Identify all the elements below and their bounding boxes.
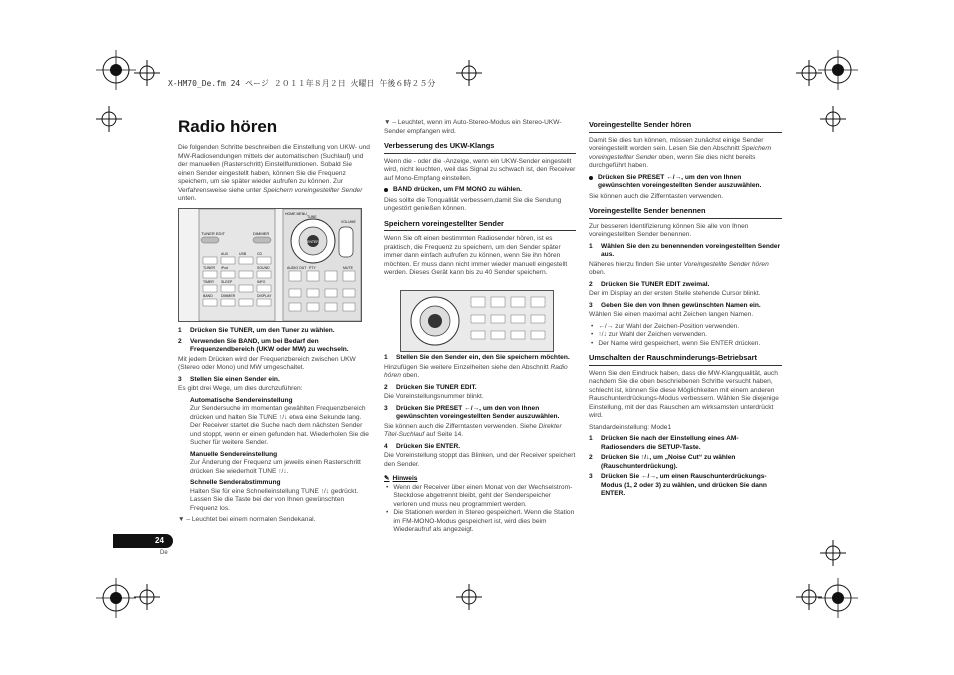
hint-icon: ✎	[384, 475, 390, 482]
remote-control-diagram	[179, 209, 361, 321]
direct-search-link[interactable]: Direkter Titel-Suchlauf	[384, 422, 562, 438]
registration-mark-bottom-left	[96, 578, 136, 618]
radio-hoeren-link[interactable]: Radio hören	[384, 363, 568, 379]
store-presets-body: Wenn Sie oft einen bestimmten Radiosender hören, ist es praktisch, die Frequenz zu speichern, um den Sender später immer dann einfach aufrufen zu können, wenn Sie ihn hören möchten. Er muss dann nicht immer wieder manuell eingestellt werden. Dieses Gerät kann bis zu 40 Sender speichern.	[384, 235, 568, 276]
crosshair-mark	[134, 584, 160, 610]
name-item: • ←/→ zur Wahl der Zeichen-Position verwenden.	[591, 322, 740, 330]
auto-tuning-body: Zur Sendersuche im momentan gewählten Frequenzbereich drücken und halten Sie TUNE ↑/↓ etwa eine Sekunde lang. Der Receiver startet die Suche nach dem nächsten Sender und stoppt, wenn er einen gefunden hat. Wiederholen Sie die Sucher für weitere Sender.	[190, 405, 369, 446]
antenna-icon: ▼	[178, 516, 185, 523]
btn-label: USB	[239, 252, 247, 256]
intro-link[interactable]: Speichern voreingestellter Sender	[263, 186, 363, 194]
btn-label: HOME MENU	[285, 212, 307, 216]
btn-label: TUNE	[307, 215, 317, 219]
crosshair-mark	[456, 60, 482, 86]
tuned-indicator-note: ▼ – Leuchtet bei einem normalen Sendekanal.	[178, 516, 316, 523]
fm-sound-result: Dies sollte die Tonqualität verbessern,damit Sie die Sendung ungestört genießen können.	[384, 196, 562, 212]
btn-label: CD	[257, 252, 263, 256]
step-3: 3 Drücken Sie ←/→, um einen Rauschunterdrückungs-Modus (1, 2 oder 3) zu wählen, und drücken Sie dann ENTER.	[589, 473, 767, 497]
column-1-steps	[178, 325, 370, 528]
auto-tuning-heading: Automatische Sendereinstellung	[190, 396, 293, 404]
column-1: Die folgenden Schritte beschreiben die Einstellung von UKW- und MW-Radiosendungen mittels der automatischen (Suchlauf) und der manuellen (Rasterschritt) Einstellfunktionen. Sobald Sie einen Sender eingestellt haben, können Sie die Frequenz speichern, um sie später wieder aufrufen zu können. Zur Verfahrensweise siehe unter Speichern voreingestellter Sender unten.	[178, 144, 370, 202]
step-2: 2 Drücken Sie ↑/↓, um „Noise Cut“ zu wählen (Rauschunterdrückung).	[589, 454, 736, 470]
btn-label: ENTER	[307, 240, 319, 244]
hint-heading: ✎ Hinweis	[384, 475, 418, 482]
intro-text: Die folgenden Schritte beschreiben die Einstellung von UKW- und MW-Radiosendungen mittels der automatischen (Suchlauf) und der manuellen (Rasterschritt) Einstellfunktionen. Sobald Sie einen Sender eingestellt haben, können Sie die Frequenz speichern, um sie später wieder aufrufen zu können. Zur Verfahrensweise siehe unter	[178, 144, 370, 194]
fast-tuning-body: Halten Sie für eine Schnelleinstellung TUNE ↑/↓ gedrückt. Lassen Sie die Taste bei der von Ihnen gewünschten Frequenz los.	[190, 487, 359, 512]
btn-label: TIMER	[203, 280, 214, 284]
crosshair-mark	[820, 106, 846, 132]
page-number: 24	[155, 536, 164, 545]
hint-item: • Wenn der Receiver über einen Monat von der Wechselstrom-Steckdose abgetrennt bleibt, geht der Senderspeicher verloren und muss neu programmiert werden.	[386, 483, 573, 508]
stereo-indicator-note: ▼ – Leuchtet, wenn im Auto-Stereo-Modus ein Stereo-UKW-Sender empfangen wird.	[384, 119, 562, 135]
step-4: 4 Drücken Sie ENTER.	[384, 442, 461, 450]
section-heading-name-presets: Voreingestellte Sender benennen	[589, 207, 782, 219]
btn-label: SLEEP	[221, 280, 233, 284]
btn-label: MUTE	[343, 266, 353, 270]
name-item: • Der Name wird gespeichert, wenn Sie ENTER drücken.	[591, 339, 761, 347]
step-2: 2 Verwenden Sie BAND, um bei Bedarf den Frequenzendbereich (UKW oder MW) zu wechseln.	[178, 337, 349, 353]
column-2-steps: 1 Stellen Sie den Sender ein, den Sie speichern möchten. Hinzufügen Sie weitere Einzelheiten siehe den Abschnitt Radio hören oben. 2 Drücken Sie TUNER EDIT. Die Voreinstellungsnummer blinkt. 3 Drücken Sie PRESET ←/→, um den von Ihnen gewünschten voreingestellten Sender auszuwählen. Sie können auch die Zifferntasten verwenden. Siehe Direkter Titel-Suchlauf auf Seite 14. 4 Drücken Sie ENTER. Die Voreinstellung stoppt das Blinken, und der Receiver speichert den Sender. ✎ Hinweis • Wenn der Receiver über einen Monat von der Wechselstrom-Steckdose abgetrennt bleibt, geht der Senderspeicher verloren und muss neu programmiert werden. • Die Stationen werden in Stereo gespeichert. Wenn die Station im FM-MONO-Modus gespeichert ist, wird dies beim Wiederaufruf als angezeigt.	[384, 354, 576, 533]
bullet-preset-select: Drücken Sie PRESET ←/→, um den von Ihnen gewünschten voreingestellten Sender auszuwählen.	[589, 174, 782, 191]
crosshair-mark	[134, 60, 160, 86]
language-code: De	[160, 550, 168, 556]
btn-label: TUNER	[203, 266, 216, 270]
remote-illustration-1	[178, 208, 362, 322]
btn-label: iPod	[221, 266, 229, 270]
section-heading-fm-sound: Verbesserung des UKW-Klangs	[384, 142, 576, 154]
registration-mark-top-right	[818, 50, 858, 90]
step-1: 1 Wählen Sie den zu benennenden voreingestellten Sender aus.	[589, 242, 781, 258]
btn-label: PTY	[309, 266, 316, 270]
crosshair-mark	[456, 584, 482, 610]
step-3: 3 Drücken Sie PRESET ←/→, um den von Ihnen gewünschten voreingestellten Sender auszuwählen.	[384, 404, 560, 420]
remote-label-dimmer: DIMMER	[253, 231, 270, 236]
page-title: Radio hören	[178, 117, 278, 136]
step-1: 1 Drücken Sie TUNER, um den Tuner zu wählen.	[178, 327, 335, 334]
store-presets-link[interactable]: Speichern voreingestellter Sender	[589, 145, 772, 161]
step-3-body: Es gibt drei Wege, um dies durchzuführen:	[178, 385, 303, 392]
step-2: 2 Drücken Sie TUNER EDIT.	[384, 383, 477, 391]
btn-label: INFO	[257, 280, 266, 284]
manual-tuning-body: Zur Änderung der Frequenz um jeweils einen Rasterschritt drücken Sie wiederholt TUNE ↑/↓.	[190, 459, 361, 475]
listen-presets-link[interactable]: Voreingestellte Sender hören	[683, 260, 769, 268]
crosshair-mark	[96, 106, 122, 132]
section-heading-store-presets: Speichern voreingestellter Sender	[384, 220, 576, 232]
remote-label-tuner-edit: TUNER EDIT	[201, 231, 225, 236]
step-3: 3 Stellen Sie einen Sender ein.	[178, 375, 280, 383]
fm-sound-body: Wenn die - oder die -Anzeige, wenn ein UKW-Sender eingestellt wird, nicht leuchten, weil das Signal zu schwach ist, den Receiver auf Mono-Empfang einstellen.	[384, 157, 576, 182]
bullet-band-mono: BAND drücken, um FM MONO zu wählen.	[384, 186, 576, 195]
column-2	[384, 119, 576, 281]
step-2-body: Mit jedem Drücken wird der Frequenzbereich zwischen UKW (Stereo oder Mono) und MW umgeschaltet.	[178, 355, 356, 371]
running-header: X-HM70_De.fm 24 ページ ２０１１年８月２日 火曜日 午後６時２５分	[168, 79, 436, 88]
step-2: 2 Drücken Sie TUNER EDIT zweimal.	[589, 280, 710, 288]
btn-label: AUX	[221, 252, 229, 256]
manual-tuning-heading: Manuelle Sendereinstellung	[190, 450, 278, 458]
column-3: Voreingestellte Sender hören Damit Sie dies tun können, müssen zunächst einige Sender voreingestellt worden sein. Lesen Sie den Abschnitt Speichern voreingestellter Sender oben, wenn Sie dies nicht bereits durchgeführt haben. Drücken Sie PRESET ←/→, um den von Ihnen gewünschten voreingestellten Sender auszuwählen. Sie können auch die Zifferntasten verwenden. Voreingestellte Sender benennen Zur besseren Identifizierung können Sie alle von Ihnen voreingestellten Sender benennen. 1 Wählen Sie den zu benennenden voreingestellten Sender aus. Näheres hierzu finden Sie unter Voreingestellte Sender hören oben. 2 Drücken Sie TUNER EDIT zweimal. Der im Display an der ersten Stelle stehende Cursor blinkt. 3 Geben Sie den von Ihnen gewünschten Namen ein. Wählen Sie einen maximal acht Zeichen langen Namen. • ←/→ zur Wahl der Zeichen-Position verwenden. • ↑/↓ zur Wahl der Zeichen verwenden. • Der Name wird gespeichert, wenn Sie ENTER drücken. Umschalten der Rauschminderungs-Betriebsart Wenn Sie den Eindruck haben, dass die MW-Klangqualität, auch nachdem Sie die oben beschriebenen Schritte versucht haben, schlecht ist, können Sie diese Möglichkeiten mit einem anderen Rauschunterdrückungs-Modus verbessern. Wählen Sie diejenige Einstellung, mit der das Rauschen am wirksamsten unterdrückt wird. Standardeinstellung: Mode1 1 Drücken Sie nach der Einstellung eines AM-Radiosenders die SETUP-Taste. 2 Drücken Sie ↑/↓, um „Noise Cut“ zu wählen (Rauschunterdrückung). 3 Drücken Sie ←/→, um einen Rauschunterdrückungs-Modus (1, 2 oder 3) zu wählen, und drücken Sie dann ENTER.	[589, 120, 781, 497]
btn-label: SOUND	[257, 266, 270, 270]
name-item: • ↑/↓ zur Wahl der Zeichen verwenden.	[591, 331, 707, 338]
antenna-icon: ▼	[384, 119, 391, 126]
hint-item: • Die Stationen werden in Stereo gespeichert. Wenn die Station im FM-MONO-Modus gespeichert ist, wird dies beim Wiederaufruf als angezeigt.	[386, 509, 575, 533]
step-3: 3 Geben Sie den von Ihnen gewünschten Namen ein.	[589, 301, 761, 309]
step-1: 1 Drücken Sie nach der Einstellung eines AM-Radiosenders die SETUP-Taste.	[589, 435, 739, 451]
btn-label: DIMMER	[221, 294, 236, 298]
btn-label: BAND	[203, 294, 213, 298]
btn-label: DISPLAY	[257, 294, 272, 298]
page-number-badge	[113, 534, 173, 548]
remote-illustration-2	[400, 290, 554, 352]
step-1: 1 Stellen Sie den Sender ein, den Sie speichern möchten.	[384, 354, 570, 361]
fast-tuning-heading: Schnelle Senderabstimmung	[190, 479, 281, 486]
registration-mark-bottom-right	[818, 578, 858, 618]
section-heading-listen-presets: Voreingestellte Sender hören	[589, 121, 782, 133]
btn-label: AUDIO OUT	[287, 266, 307, 270]
section-heading-noise-cut: Umschalten der Rauschminderungs-Betriebsart	[589, 354, 782, 366]
btn-label: VOLUME	[341, 220, 356, 224]
remote-control-diagram	[401, 291, 553, 351]
registration-mark-top-left	[96, 50, 136, 90]
crosshair-mark	[820, 540, 846, 566]
